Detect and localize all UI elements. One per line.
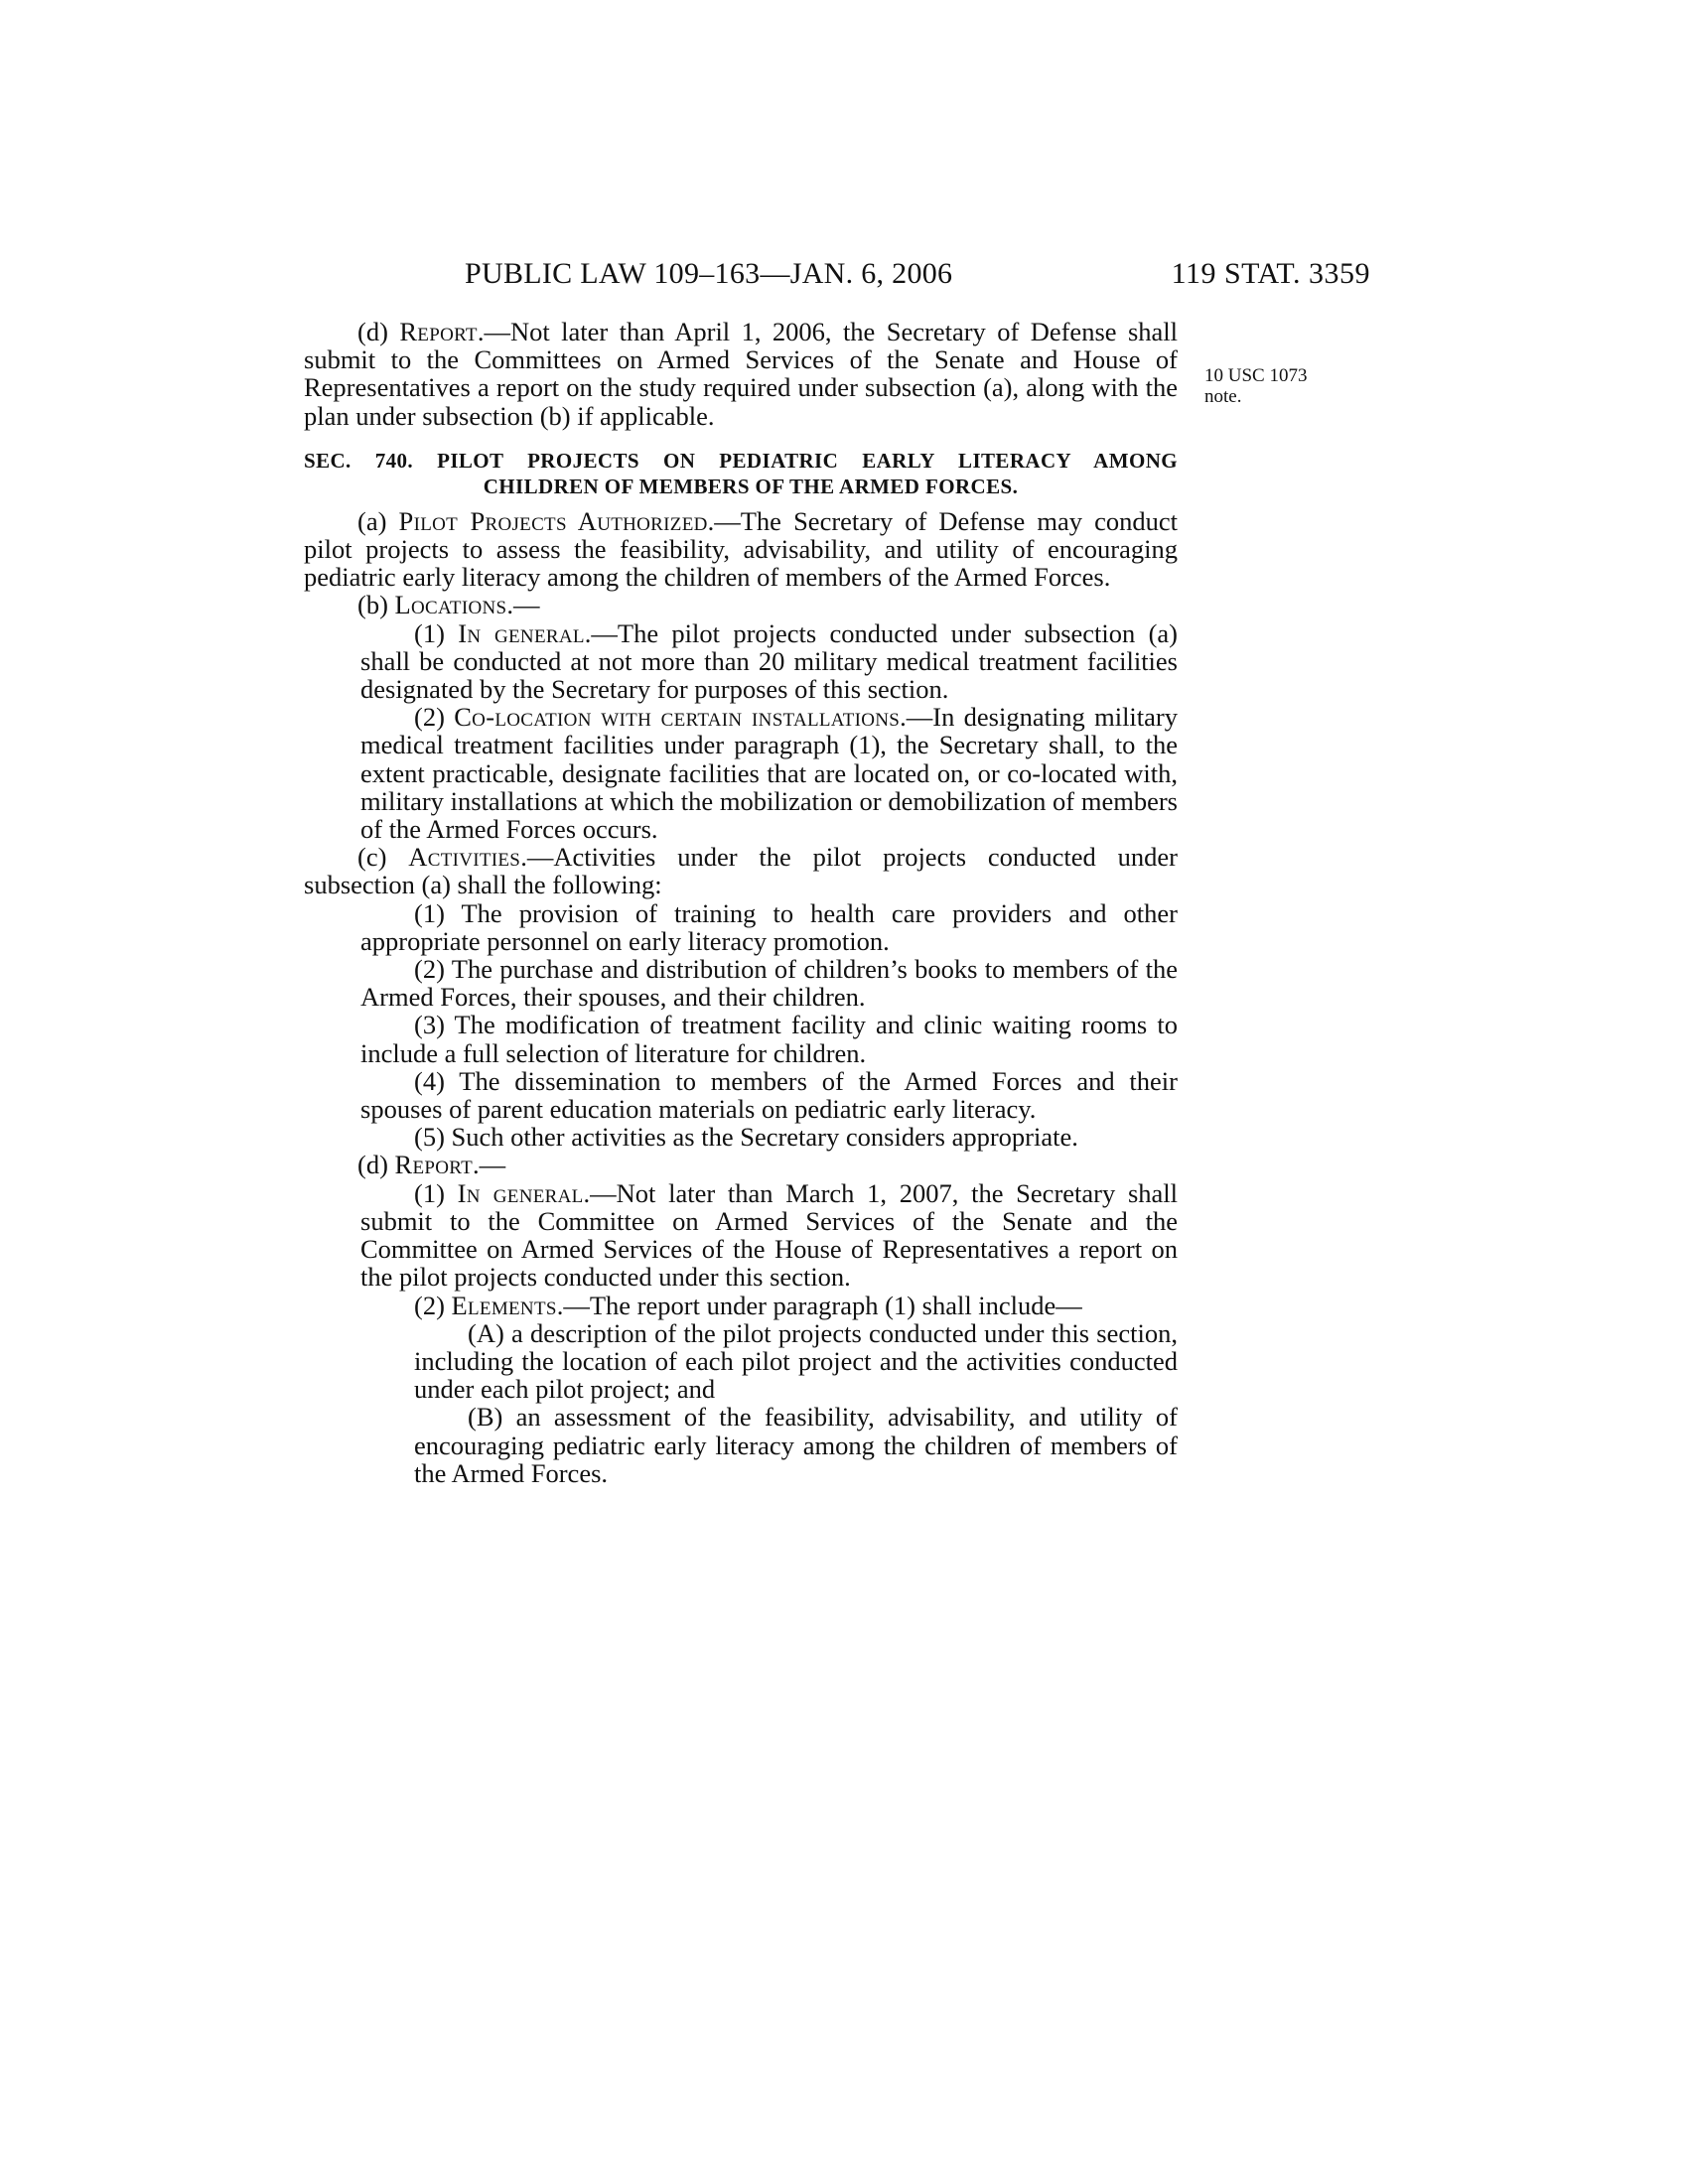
subparagraph-d2-a: (A) a description of the pilot projects conducted under this section, including the location of each pilot project and the activities conducted under each pilot project; and bbox=[414, 1317, 1178, 1405]
paragraph-text: .—Not later than April 1, 2006, the Secretary of Defense shall submit to the Committees on Armed Services of the Senate and House of Representatives a report on the study required under subsection (a), along with the plan under subsection (b) if applicable. bbox=[304, 317, 1178, 431]
subparagraph-d2-b: (B) an assessment of the feasibility, advisability, and utility of encouraging pediatric early literacy among the children of members of the Armed Forces. bbox=[414, 1402, 1178, 1488]
paragraph-text: .—The Secretary of Defense may conduct pilot projects to assess the feasibility, advisability, and utility of encouraging pediatric early literacy among the children of members of the Armed Forces. bbox=[304, 505, 1178, 593]
paragraph-lead: (c) bbox=[357, 842, 409, 873]
paragraph-lead: (d) bbox=[357, 1150, 395, 1180]
paragraph-caption: Activities bbox=[408, 842, 521, 873]
subsection-d bbox=[304, 1151, 1178, 1178]
margin-note-suffix: note. bbox=[1204, 386, 1242, 407]
page-header bbox=[298, 254, 1370, 294]
paragraph-lead: (2) bbox=[414, 702, 455, 733]
paragraph-c5: (5) Such other activities as the Secretary considers appropriate. bbox=[414, 1122, 1078, 1153]
paragraph-caption: Pilot Projects Authorized bbox=[398, 505, 708, 536]
paragraph-lead: (1) bbox=[414, 617, 459, 648]
paragraph-b2 bbox=[304, 703, 1178, 843]
paragraph-lead: (1) bbox=[414, 1177, 458, 1208]
paragraph-caption: Report bbox=[399, 317, 478, 346]
paragraph-caption: Locations bbox=[394, 590, 507, 620]
paragraph-caption: Elements bbox=[451, 1290, 557, 1320]
paragraph-c4: (4) The dissemination to members of the Armed Forces and their spouses of parent education materials on pediatric early literacy. bbox=[360, 1065, 1178, 1125]
body-text bbox=[304, 318, 1178, 1487]
subsection-a bbox=[304, 507, 1178, 592]
margin-note bbox=[1204, 365, 1334, 407]
paragraph-text: .—Activities under the pilot projects conducted under subsection (a) shall the following: bbox=[304, 842, 1178, 900]
running-title: PUBLIC LAW 109–163—JAN. 6, 2006 bbox=[465, 257, 953, 290]
page-number: 119 STAT. 3359 bbox=[1171, 257, 1370, 290]
paragraph-c1: (1) The provision of training to health care providers and other appropriate personnel on early literacy promotion. bbox=[360, 897, 1178, 956]
paragraph-d2 bbox=[304, 1292, 1178, 1319]
margin-note-citation: 10 USC 1073 bbox=[1204, 365, 1308, 386]
paragraph-lead: (b) bbox=[357, 590, 395, 620]
paragraph-b1 bbox=[304, 619, 1178, 704]
paragraph-text: .—Not later than March 1, 2007, the Secretary shall submit to the Committee on Armed Services of the Senate and the Committee on Armed Services of the House of Representatives a report on the pilot projects conducted under this section. bbox=[360, 1177, 1178, 1293]
paragraph-text: .—In designating military medical treatment facilities under paragraph (1), the Secretary shall, to the extent practicable, designate facilities that are located on, or co-located with, military installations at which the mobilization or demobilization of members of the Armed Forces occurs. bbox=[360, 702, 1178, 845]
paragraph-caption: Co-location with certain installations bbox=[454, 702, 901, 733]
paragraph-text: .—The report under paragraph (1) shall include— bbox=[556, 1290, 1082, 1320]
paragraph-caption: In general bbox=[458, 617, 585, 648]
paragraph-lead: (d) bbox=[357, 317, 400, 346]
paragraph-caption: In general bbox=[457, 1177, 584, 1208]
paragraph-text: .— bbox=[506, 590, 540, 620]
paragraph-lead: (a) bbox=[357, 505, 399, 536]
paragraph-caption: Report bbox=[394, 1150, 474, 1180]
paragraph-d1 bbox=[304, 1179, 1178, 1292]
section-heading-line1: SEC. 740. PILOT PROJECTS ON PEDIATRIC EARLY LITERACY AMONG bbox=[304, 448, 1178, 473]
section-heading-line2: CHILDREN OF MEMBERS OF THE ARMED FORCES. bbox=[483, 474, 1019, 498]
section-heading bbox=[304, 448, 1178, 499]
paragraph-c3: (3) The modification of treatment facility and clinic waiting rooms to include a full selection of literature for children. bbox=[360, 1010, 1178, 1068]
subsection-c bbox=[304, 843, 1178, 898]
subsection-b bbox=[304, 591, 1178, 618]
paragraph-text: .— bbox=[473, 1150, 506, 1180]
paragraph-c2: (2) The purchase and distribution of children’s books to members of the Armed Forces, their spouses, and their children. bbox=[360, 954, 1178, 1013]
paragraph-text: .—The pilot projects conducted under subsection (a) shall be conducted at not more than 20 military medical treatment facilities designated by the Secretary for purposes of this section. bbox=[360, 617, 1179, 705]
paragraph-lead: (2) bbox=[414, 1290, 452, 1320]
paragraph-prev-d bbox=[304, 318, 1178, 430]
